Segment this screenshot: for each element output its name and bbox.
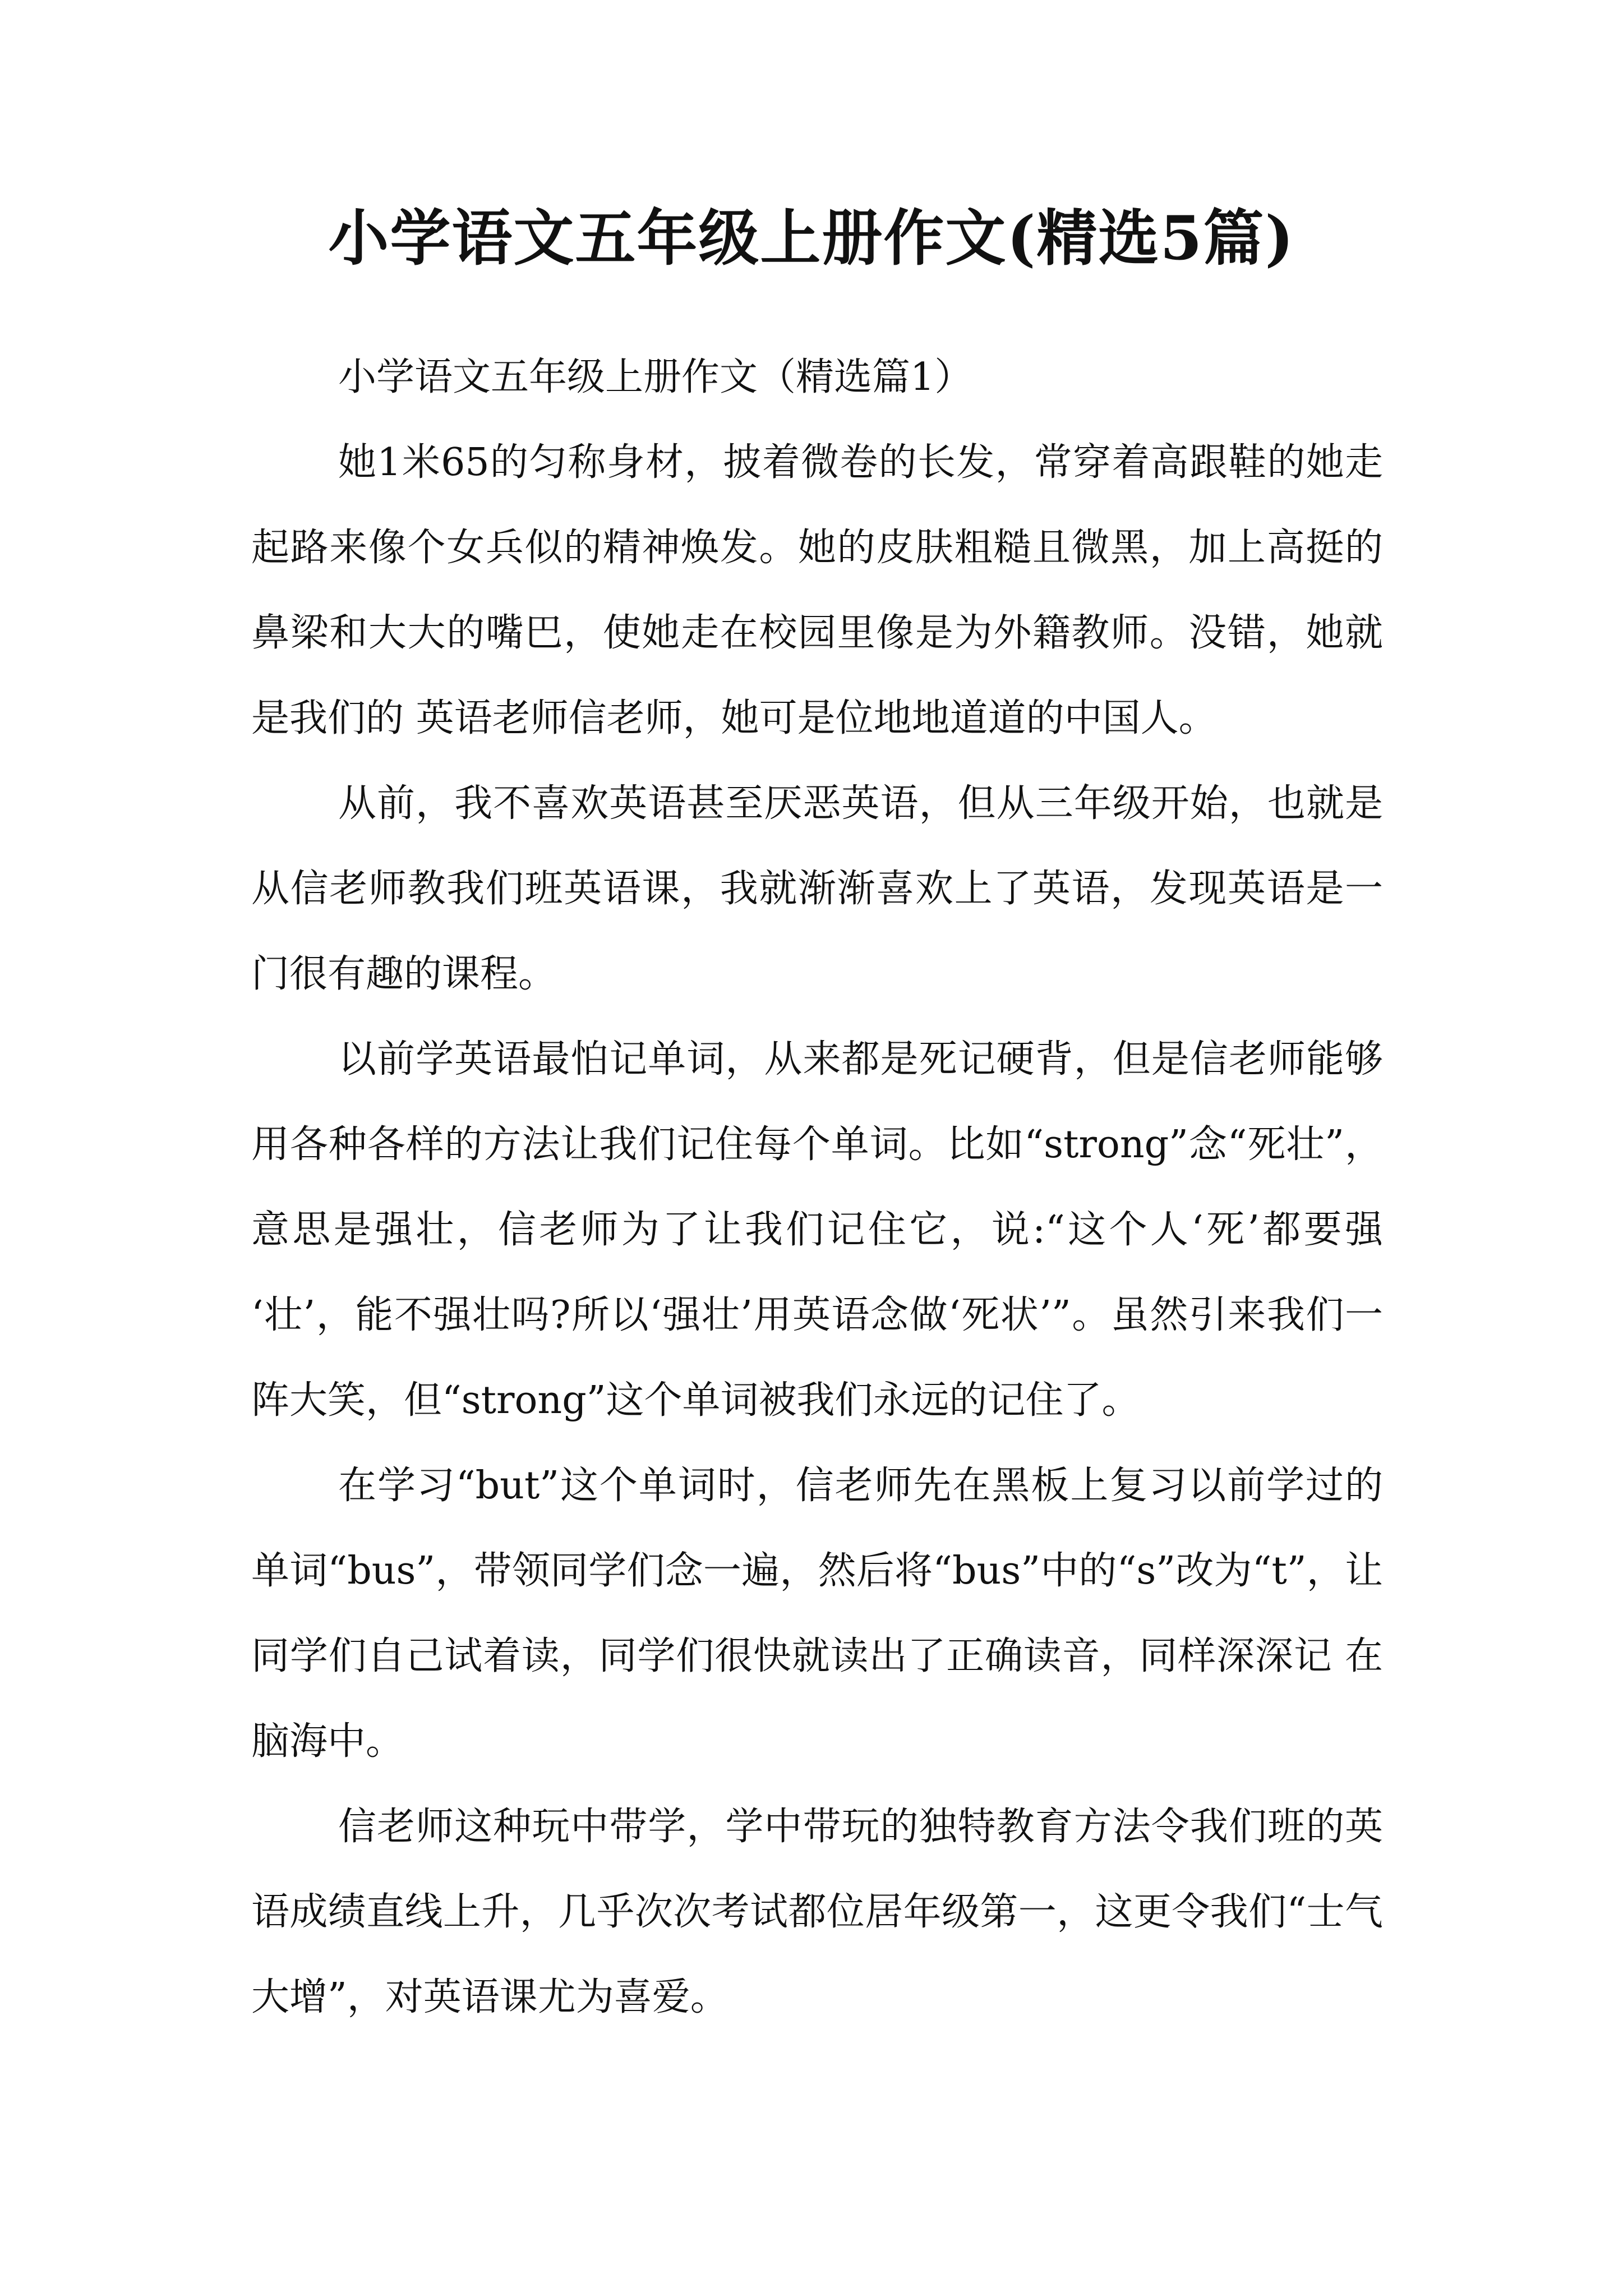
paragraph-4: 在学习“but”这个单词时，信老师先在黑板上复习以前学过的单词“bus”，带领同学们念一遍，然后将“bus”中的“s”改为“t”，让同学们自己试着读，同学们很快就读出了正确读音，同样深深记 在脑海中。 (251, 1464, 1383, 1764)
paragraph-5: 信老师这种玩中带学，学中带玩的独特教育方法令我们班的英语成绩直线上升，几乎次次考试都位居年级第一，这更令我们“士气大增”，对英语课尤为喜爱。 (251, 1805, 1383, 2019)
paragraph-3: 以前学英语最怕记单词，从来都是死记硬背，但是信老师能够用各种各样的方法让我们记住每个单词。比如“strong”念“死壮”，意思是强壮，信老师为了让我们记住它，说:“这个人‘死’都要强 ‘壮’，能不强壮吗?所以‘强壮’用英语念做‘死状’”。虽然引来我们一阵大笑，但“strong”这个单词被我们永远的记住了。 (251, 1037, 1383, 1423)
paragraph-2: 从前，我不喜欢英语甚至厌恶英语，但从三年级开始，也就是从信老师教我们班英语课，我就渐渐喜欢上了英语，发现英语是一门很有趣的课程。 (251, 781, 1383, 996)
paragraph-1: 她1米65的匀称身材，披着微卷的长发，常穿着高跟鞋的她走起路来像个女兵似的精神焕发。她的皮肤粗糙且微黑，加上高挺的鼻梁和大大的嘴巴，使她走在校园里像是为外籍教师。没错，她就是我们的 英语老师信老师，她可是位地地道道的中国人。 (251, 440, 1383, 740)
document-body (251, 335, 1383, 2040)
document-title: 小学语文五年级上册作文(精选5篇) (328, 203, 1295, 274)
section-heading: 小学语文五年级上册作文（精选篇1） (338, 355, 973, 399)
